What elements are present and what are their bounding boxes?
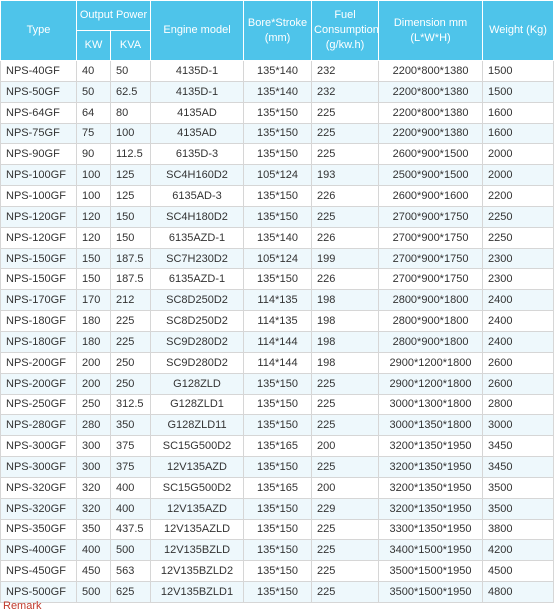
cell-bore-stroke: 135*150 (244, 582, 312, 603)
table-row (1, 290, 554, 311)
cell-kw: 100 (77, 186, 111, 207)
table-row (1, 269, 554, 290)
table-row (1, 144, 554, 165)
cell-kva: 312.5 (111, 394, 151, 415)
cell-kva: 225 (111, 311, 151, 332)
cell-weight: 4800 (483, 582, 554, 603)
cell-dimension: 2600*900*1500 (379, 144, 483, 165)
cell-bore-stroke: 135*165 (244, 436, 312, 457)
cell-type: NPS-500GF (1, 582, 77, 603)
cell-bore-stroke: 135*150 (244, 540, 312, 561)
cell-kw: 150 (77, 269, 111, 290)
cell-kw: 120 (77, 227, 111, 248)
cell-dimension: 2200*800*1380 (379, 102, 483, 123)
cell-engine-model: SC7H230D2 (151, 248, 244, 269)
cell-dimension: 2800*900*1800 (379, 290, 483, 311)
cell-kva: 125 (111, 186, 151, 207)
cell-dimension: 2700*900*1750 (379, 248, 483, 269)
cell-engine-model: G128ZLD11 (151, 415, 244, 436)
cell-bore-stroke: 135*150 (244, 123, 312, 144)
cell-weight: 3000 (483, 415, 554, 436)
cell-bore-stroke: 135*140 (244, 227, 312, 248)
cell-type: NPS-180GF (1, 331, 77, 352)
table-row (1, 248, 554, 269)
cell-kva: 250 (111, 352, 151, 373)
cell-type: NPS-200GF (1, 373, 77, 394)
cell-kva: 400 (111, 498, 151, 519)
cell-bore-stroke: 114*135 (244, 290, 312, 311)
cell-kva: 80 (111, 102, 151, 123)
table-header (1, 1, 554, 61)
remark-note: Remark (3, 600, 42, 612)
cell-engine-model: 4135D-1 (151, 81, 244, 102)
cell-dimension: 2900*1200*1800 (379, 373, 483, 394)
cell-bore-stroke: 114*144 (244, 331, 312, 352)
cell-bore-stroke: 135*165 (244, 477, 312, 498)
header-dimension: Dimension mm (L*W*H) (379, 1, 483, 61)
cell-kw: 180 (77, 311, 111, 332)
cell-kva: 150 (111, 206, 151, 227)
cell-kw: 120 (77, 206, 111, 227)
cell-engine-model: SC8D250D2 (151, 290, 244, 311)
cell-weight: 3800 (483, 519, 554, 540)
table-row (1, 352, 554, 373)
cell-engine-model: 12V135BZLD1 (151, 582, 244, 603)
cell-dimension: 2700*900*1750 (379, 227, 483, 248)
cell-kw: 90 (77, 144, 111, 165)
cell-type: NPS-50GF (1, 81, 77, 102)
cell-engine-model: SC9D280D2 (151, 352, 244, 373)
cell-fuel-consumption: 232 (312, 61, 379, 82)
cell-engine-model: 12V135AZLD (151, 519, 244, 540)
cell-engine-model: SC15G500D2 (151, 436, 244, 457)
table-row (1, 582, 554, 603)
cell-bore-stroke: 135*140 (244, 61, 312, 82)
cell-fuel-consumption: 225 (312, 582, 379, 603)
cell-kva: 112.5 (111, 144, 151, 165)
cell-weight: 2250 (483, 206, 554, 227)
cell-dimension: 2200*800*1380 (379, 81, 483, 102)
cell-dimension: 3000*1300*1800 (379, 394, 483, 415)
table-row (1, 519, 554, 540)
cell-kva: 187.5 (111, 269, 151, 290)
table-row (1, 206, 554, 227)
cell-kva: 400 (111, 477, 151, 498)
cell-type: NPS-100GF (1, 186, 77, 207)
cell-type: NPS-320GF (1, 477, 77, 498)
cell-weight: 4500 (483, 561, 554, 582)
table-row (1, 102, 554, 123)
table-row (1, 436, 554, 457)
cell-engine-model: G128ZLD (151, 373, 244, 394)
cell-type: NPS-120GF (1, 227, 77, 248)
cell-kva: 563 (111, 561, 151, 582)
cell-type: NPS-350GF (1, 519, 77, 540)
cell-type: NPS-170GF (1, 290, 77, 311)
cell-kva: 350 (111, 415, 151, 436)
cell-kva: 187.5 (111, 248, 151, 269)
table-row (1, 373, 554, 394)
cell-fuel-consumption: 226 (312, 269, 379, 290)
cell-bore-stroke: 135*150 (244, 561, 312, 582)
cell-kw: 100 (77, 165, 111, 186)
cell-kw: 170 (77, 290, 111, 311)
cell-bore-stroke: 135*150 (244, 415, 312, 436)
cell-type: NPS-64GF (1, 102, 77, 123)
cell-dimension: 2900*1200*1800 (379, 352, 483, 373)
cell-dimension: 3200*1350*1950 (379, 436, 483, 457)
cell-fuel-consumption: 225 (312, 457, 379, 478)
cell-engine-model: SC4H180D2 (151, 206, 244, 227)
cell-fuel-consumption: 198 (312, 331, 379, 352)
cell-weight: 3450 (483, 457, 554, 478)
cell-bore-stroke: 135*150 (244, 206, 312, 227)
cell-bore-stroke: 135*150 (244, 373, 312, 394)
cell-dimension: 3400*1500*1950 (379, 540, 483, 561)
cell-bore-stroke: 135*150 (244, 457, 312, 478)
cell-weight: 2400 (483, 290, 554, 311)
header-engine-model: Engine model (151, 1, 244, 61)
cell-kw: 500 (77, 582, 111, 603)
cell-bore-stroke: 135*140 (244, 81, 312, 102)
cell-type: NPS-300GF (1, 457, 77, 478)
cell-weight: 2400 (483, 311, 554, 332)
cell-engine-model: 12V135AZD (151, 457, 244, 478)
cell-type: NPS-300GF (1, 436, 77, 457)
cell-engine-model: 12V135AZD (151, 498, 244, 519)
cell-kw: 150 (77, 248, 111, 269)
cell-kw: 40 (77, 61, 111, 82)
table-row (1, 81, 554, 102)
cell-engine-model: 4135AD (151, 123, 244, 144)
cell-weight: 2800 (483, 394, 554, 415)
cell-engine-model: 12V135BZLD2 (151, 561, 244, 582)
cell-bore-stroke: 135*150 (244, 498, 312, 519)
cell-dimension: 3500*1500*1950 (379, 582, 483, 603)
cell-bore-stroke: 105*124 (244, 165, 312, 186)
table-row (1, 165, 554, 186)
cell-weight: 2200 (483, 186, 554, 207)
cell-kva: 125 (111, 165, 151, 186)
cell-weight: 1500 (483, 61, 554, 82)
cell-fuel-consumption: 225 (312, 102, 379, 123)
cell-engine-model: 6135AZD-1 (151, 269, 244, 290)
cell-fuel-consumption: 225 (312, 144, 379, 165)
cell-dimension: 2700*900*1750 (379, 269, 483, 290)
cell-weight: 2400 (483, 331, 554, 352)
table-row (1, 561, 554, 582)
header-output-power: Output Power (77, 1, 151, 31)
cell-fuel-consumption: 229 (312, 498, 379, 519)
cell-bore-stroke: 135*150 (244, 102, 312, 123)
table-row (1, 123, 554, 144)
table-row (1, 540, 554, 561)
cell-kw: 50 (77, 81, 111, 102)
cell-engine-model: 4135AD (151, 102, 244, 123)
cell-dimension: 2600*900*1600 (379, 186, 483, 207)
cell-fuel-consumption: 225 (312, 373, 379, 394)
cell-bore-stroke: 135*150 (244, 394, 312, 415)
table-row (1, 331, 554, 352)
cell-kva: 375 (111, 436, 151, 457)
cell-fuel-consumption: 225 (312, 540, 379, 561)
cell-dimension: 3500*1500*1950 (379, 561, 483, 582)
table-row (1, 227, 554, 248)
header-type: Type (1, 1, 77, 61)
cell-dimension: 3200*1350*1950 (379, 477, 483, 498)
cell-type: NPS-320GF (1, 498, 77, 519)
cell-fuel-consumption: 198 (312, 311, 379, 332)
cell-weight: 1500 (483, 81, 554, 102)
cell-fuel-consumption: 225 (312, 123, 379, 144)
cell-engine-model: 6135AZD-1 (151, 227, 244, 248)
cell-dimension: 2200*800*1380 (379, 61, 483, 82)
cell-dimension: 2200*900*1380 (379, 123, 483, 144)
cell-kw: 180 (77, 331, 111, 352)
header-fuel-consumption: Fuel Consumption (g/kw.h) (312, 1, 379, 61)
cell-type: NPS-90GF (1, 144, 77, 165)
cell-kva: 150 (111, 227, 151, 248)
cell-bore-stroke: 114*144 (244, 352, 312, 373)
cell-fuel-consumption: 232 (312, 81, 379, 102)
cell-weight: 2000 (483, 144, 554, 165)
header-weight: Weight (Kg) (483, 1, 554, 61)
cell-fuel-consumption: 226 (312, 186, 379, 207)
cell-kw: 200 (77, 352, 111, 373)
cell-weight: 3500 (483, 477, 554, 498)
cell-type: NPS-40GF (1, 61, 77, 82)
cell-dimension: 2500*900*1500 (379, 165, 483, 186)
cell-engine-model: 6135AD-3 (151, 186, 244, 207)
cell-engine-model: SC15G500D2 (151, 477, 244, 498)
cell-weight: 2600 (483, 373, 554, 394)
header-kw: KW (77, 31, 111, 61)
table-row (1, 457, 554, 478)
table-row (1, 498, 554, 519)
table-row (1, 61, 554, 82)
cell-dimension: 2800*900*1800 (379, 331, 483, 352)
header-kva: KVA (111, 31, 151, 61)
cell-kva: 437.5 (111, 519, 151, 540)
cell-dimension: 2700*900*1750 (379, 206, 483, 227)
cell-type: NPS-150GF (1, 269, 77, 290)
cell-kw: 320 (77, 477, 111, 498)
cell-bore-stroke: 135*150 (244, 144, 312, 165)
cell-engine-model: SC4H160D2 (151, 165, 244, 186)
cell-engine-model: 6135D-3 (151, 144, 244, 165)
cell-fuel-consumption: 193 (312, 165, 379, 186)
cell-kva: 62.5 (111, 81, 151, 102)
cell-kw: 200 (77, 373, 111, 394)
cell-dimension: 2800*900*1800 (379, 311, 483, 332)
cell-engine-model: 4135D-1 (151, 61, 244, 82)
cell-type: NPS-250GF (1, 394, 77, 415)
cell-type: NPS-100GF (1, 165, 77, 186)
cell-type: NPS-200GF (1, 352, 77, 373)
cell-bore-stroke: 105*124 (244, 248, 312, 269)
cell-type: NPS-75GF (1, 123, 77, 144)
cell-kw: 300 (77, 457, 111, 478)
cell-kw: 280 (77, 415, 111, 436)
cell-weight: 3500 (483, 498, 554, 519)
cell-kw: 320 (77, 498, 111, 519)
cell-kw: 64 (77, 102, 111, 123)
cell-dimension: 3000*1350*1800 (379, 415, 483, 436)
cell-fuel-consumption: 198 (312, 352, 379, 373)
cell-engine-model: G128ZLD1 (151, 394, 244, 415)
cell-kw: 450 (77, 561, 111, 582)
table-row (1, 415, 554, 436)
table-row (1, 186, 554, 207)
cell-fuel-consumption: 225 (312, 394, 379, 415)
cell-dimension: 3300*1350*1950 (379, 519, 483, 540)
cell-weight: 3450 (483, 436, 554, 457)
cell-kw: 300 (77, 436, 111, 457)
cell-type: NPS-400GF (1, 540, 77, 561)
cell-weight: 2250 (483, 227, 554, 248)
cell-kva: 50 (111, 61, 151, 82)
cell-fuel-consumption: 198 (312, 290, 379, 311)
cell-fuel-consumption: 225 (312, 561, 379, 582)
table-row (1, 477, 554, 498)
cell-bore-stroke: 135*150 (244, 519, 312, 540)
cell-kva: 250 (111, 373, 151, 394)
cell-kva: 212 (111, 290, 151, 311)
cell-kva: 500 (111, 540, 151, 561)
table-body (1, 61, 554, 603)
cell-fuel-consumption: 225 (312, 415, 379, 436)
cell-fuel-consumption: 200 (312, 436, 379, 457)
cell-kw: 350 (77, 519, 111, 540)
cell-weight: 2300 (483, 269, 554, 290)
cell-kw: 75 (77, 123, 111, 144)
cell-weight: 1600 (483, 123, 554, 144)
cell-dimension: 3200*1350*1950 (379, 498, 483, 519)
cell-dimension: 3200*1350*1950 (379, 457, 483, 478)
cell-bore-stroke: 114*135 (244, 311, 312, 332)
cell-type: NPS-180GF (1, 311, 77, 332)
header-bore-stroke: Bore*Stroke (mm) (244, 1, 312, 61)
cell-bore-stroke: 135*150 (244, 186, 312, 207)
cell-kva: 100 (111, 123, 151, 144)
cell-type: NPS-120GF (1, 206, 77, 227)
cell-weight: 4200 (483, 540, 554, 561)
cell-kva: 375 (111, 457, 151, 478)
cell-kw: 400 (77, 540, 111, 561)
table-row (1, 311, 554, 332)
cell-fuel-consumption: 199 (312, 248, 379, 269)
cell-type: NPS-280GF (1, 415, 77, 436)
cell-fuel-consumption: 200 (312, 477, 379, 498)
cell-fuel-consumption: 226 (312, 227, 379, 248)
cell-weight: 1600 (483, 102, 554, 123)
cell-weight: 2000 (483, 165, 554, 186)
cell-type: NPS-150GF (1, 248, 77, 269)
table-row (1, 394, 554, 415)
cell-engine-model: SC8D250D2 (151, 311, 244, 332)
cell-weight: 2300 (483, 248, 554, 269)
cell-engine-model: SC9D280D2 (151, 331, 244, 352)
cell-kw: 250 (77, 394, 111, 415)
cell-fuel-consumption: 225 (312, 206, 379, 227)
cell-bore-stroke: 135*150 (244, 269, 312, 290)
cell-type: NPS-450GF (1, 561, 77, 582)
cell-weight: 2600 (483, 352, 554, 373)
cell-kva: 225 (111, 331, 151, 352)
cell-engine-model: 12V135BZLD (151, 540, 244, 561)
cell-kva: 625 (111, 582, 151, 603)
cell-fuel-consumption: 225 (312, 519, 379, 540)
